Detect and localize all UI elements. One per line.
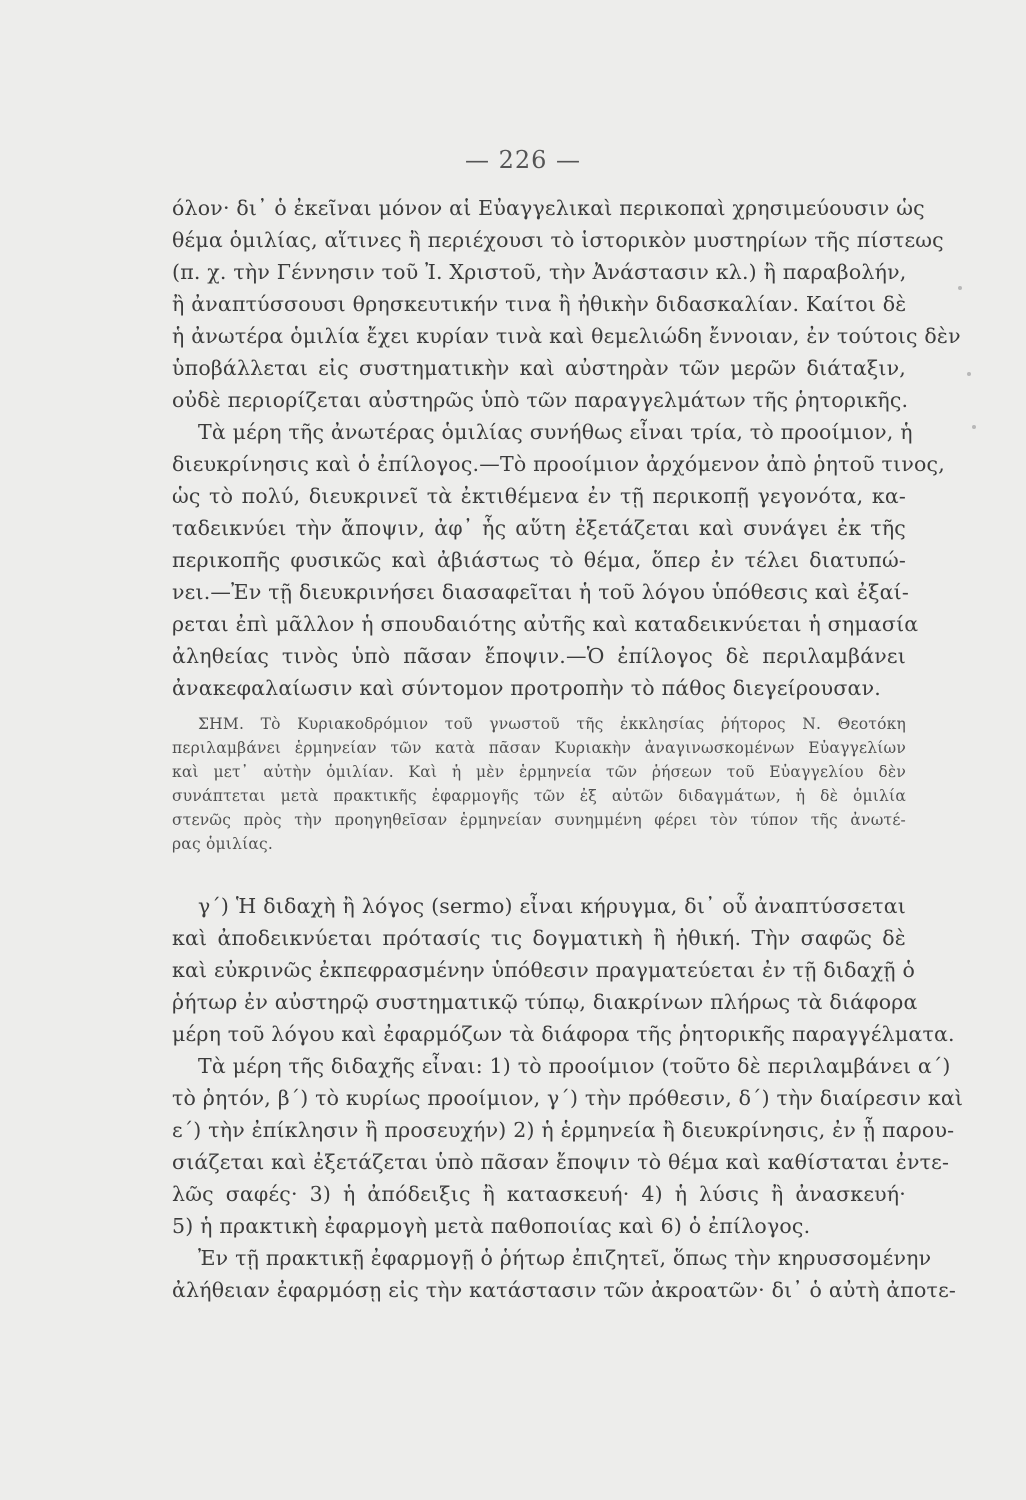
text-line: ρεται ἐπὶ μᾶλλον ἡ σπουδαιότης αὐτῆς καὶ καταδεικνύεται ἡ σημασία [172, 612, 919, 636]
note-line: στενῶς πρὸς τὴν προηγηθεῖσαν ἑρμηνείαν συνημμένη φέρει τὸν τύπον τῆς ἀνωτέ- [172, 811, 906, 829]
second-section [172, 890, 964, 1306]
text-line: διευκρίνησις καὶ ὁ ἐπίλογος.—Τὸ προοίμιον ἀρχόμενον ἀπὸ ῥητοῦ τινος, [172, 452, 945, 476]
text-line: θέμα ὁμιλίας, αἵτινες ἢ περιέχουσι τὸ ἱστορικὸν μυστηρίων τῆς πίστεως [172, 228, 944, 252]
text-line: ὑποβάλλεται εἰς συστηματικὴν καὶ αὐστηρὰν τῶν μερῶν διάταξιν, [172, 356, 906, 380]
text-line: γ´) Ἡ διδαχὴ ἢ λόγος (sermo) εἶναι κήρυγμα, δι᾽ οὗ ἀναπτύσσεται [198, 894, 906, 918]
text-line: ἀλήθειαν ἐφαρμόσῃ εἰς τὴν κατάστασιν τῶν ἀκροατῶν· δι᾽ ὁ αὐτὴ ἀποτε- [172, 1278, 957, 1302]
text-line: Τὰ μέρη τῆς διδαχῆς εἶναι: 1) τὸ προοίμιον (τοῦτο δὲ περιλαμβάνει α´) [198, 1054, 951, 1078]
text-line: καὶ ἀποδεικνύεται πρότασίς τις δογματικὴ ἢ ἠθική. Τὴν σαφῶς δὲ [172, 926, 906, 950]
paper-speck [972, 425, 976, 429]
paper-speck [958, 286, 962, 290]
paper-speck [967, 372, 971, 376]
text-line: ε´) τὴν ἐπίκλησιν ἢ προσευχήν) 2) ἡ ἑρμηνεία ἢ διευκρίνησις, ἐν ᾗ παρου- [172, 1118, 955, 1142]
text-line: ταδεικνύει τὴν ἄποψιν, ἀφ᾽ ἧς αὕτη ἐξετάζεται καὶ συνάγει ἐκ τῆς [172, 516, 906, 540]
text-line: τὸ ῥητόν, β´) τὸ κυρίως προοίμιον, γ´) τὴν πρόθεσιν, δ´) τὴν διαίρεσιν καὶ [172, 1086, 964, 1110]
note-line: ΣΗΜ. Τὸ Κυριακοδρόμιον τοῦ γνωστοῦ τῆς ἐκκλησίας ῥήτορος Ν. Θεοτόκη [198, 715, 906, 733]
note-line: περιλαμβάνει ἑρμηνείαν τῶν κατὰ πᾶσαν Κυριακὴν ἀναγινωσκομένων Εὐαγγελίων [172, 739, 906, 757]
text-line: περικοπῆς φυσικῶς καὶ ἀβιάστως τὸ θέμα, ὅπερ ἐν τέλει διατυπώ- [172, 548, 906, 572]
note-line: ρας ὁμιλίας. [172, 835, 274, 853]
text-line: ἢ ἀναπτύσσουσι θρησκευτικήν τινα ἢ ἠθικὴν διδασκαλίαν. Καίτοι δὲ [172, 292, 907, 316]
text-line: οὐδὲ περιορίζεται αὐστηρῶς ὑπὸ τῶν παραγγελμάτων τῆς ῥητορικῆς. [172, 388, 909, 412]
text-line: λῶς σαφές· 3) ἡ ἀπόδειξις ἢ κατασκευή· 4) ἡ λύσις ἢ ἀνασκευή· [172, 1182, 906, 1206]
note-line: συνάπτεται μετὰ πρακτικῆς ἐφαρμογῆς τῶν ἐξ αὐτῶν διδαγμάτων, ἡ δὲ ὁμιλία [172, 787, 906, 805]
text-line: ἀληθείας τινὸς ὑπὸ πᾶσαν ἔποψιν.—Ὁ ἐπίλογος δὲ περιλαμβάνει [172, 644, 906, 668]
text-line: σιάζεται καὶ ἐξετάζεται ὑπὸ πᾶσαν ἔποψιν τὸ θέμα καὶ καθίσταται ἐντε- [172, 1150, 950, 1174]
text-line: (π. χ. τὴν Γέννησιν τοῦ Ἰ. Χριστοῦ, τὴν Ἀνάστασιν κλ.) ἢ παραβολήν, [172, 260, 907, 284]
text-line: Τὰ μέρη τῆς ἀνωτέρας ὁμιλίας συνήθως εἶναι τρία, τὸ προοίμιον, ἡ [198, 420, 913, 444]
footnote [172, 712, 906, 856]
text-line: μέρη τοῦ λόγου καὶ ἐφαρμόζων τὰ διάφορα τῆς ῥητορικῆς παραγγέλματα. [172, 1022, 955, 1046]
text-line: καὶ εὐκρινῶς ἐκπεφρασμένην ὑπόθεσιν πραγματεύεται ἐν τῇ διδαχῇ ὁ [172, 958, 916, 982]
page-number: — 226 — [464, 146, 582, 174]
text-line: ἀνακεφαλαίωσιν καὶ σύντομον προτροπὴν τὸ πάθος διεγείρουσαν. [172, 676, 881, 700]
text-line: ῥήτωρ ἐν αὐστηρῷ συστηματικῷ τύπῳ, διακρίνων πλήρως τὰ διάφορα [172, 990, 918, 1014]
text-line: νει.—Ἐν τῇ διευκρινήσει διασαφεῖται ἡ τοῦ λόγου ὑπόθεσις καὶ ἐξαί- [172, 580, 909, 604]
text-line: ὡς τὸ πολύ, διευκρινεῖ τὰ ἐκτιθέμενα ἐν τῇ περικοπῇ γεγονότα, κα- [172, 484, 906, 508]
text-line: ἡ ἀνωτέρα ὁμιλία ἔχει κυρίαν τινὰ καὶ θεμελιώδη ἔννοιαν, ἐν τούτοις δὲν [172, 324, 961, 348]
text-line: Ἐν τῇ πρακτικῇ ἐφαρμογῇ ὁ ῥήτωρ ἐπιζητεῖ, ὅπως τὴν κηρυσσομένην [198, 1246, 932, 1270]
text-line: 5) ἡ πρακτικὴ ἐφαρμογὴ μετὰ παθοποιίας καὶ 6) ὁ ἐπίλογος. [172, 1214, 811, 1238]
text-line: όλον· δι᾽ ὁ ἐκεῖναι μόνον αἱ Εὐαγγελικαὶ περικοπαὶ χρησιμεύουσιν ὡς [172, 196, 925, 220]
note-line: καὶ μετ᾽ αὐτὴν ὁμιλίαν. Καὶ ἡ μὲν ἑρμηνεία τῶν ῥήσεων τοῦ Εὐαγγελίου δὲν [172, 763, 906, 781]
main-paragraphs [172, 192, 961, 704]
